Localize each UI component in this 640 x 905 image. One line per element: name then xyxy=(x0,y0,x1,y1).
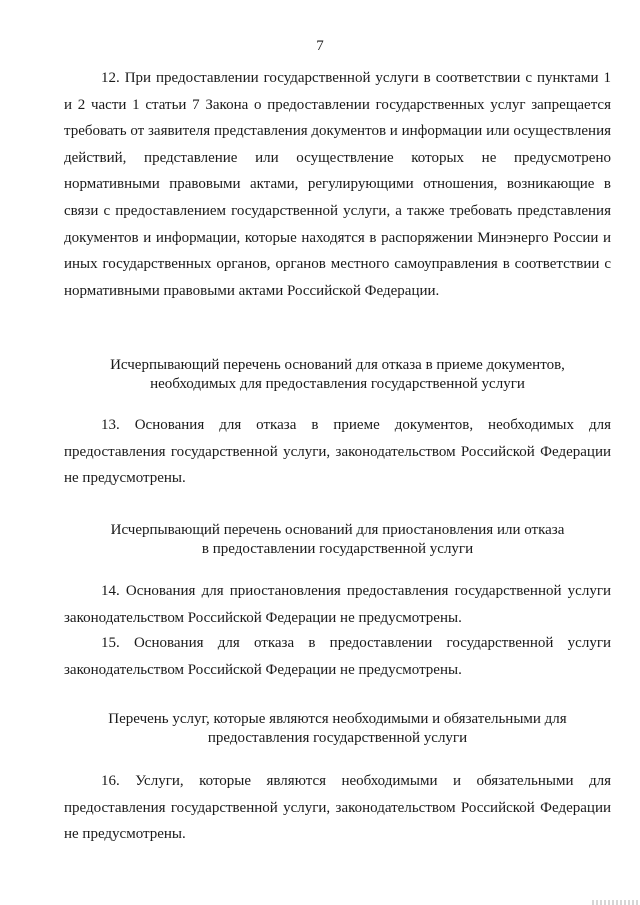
section-heading-suspension-refusal xyxy=(64,521,611,559)
heading-line: Перечень услуг, которые являются необходимыми и обязательными для xyxy=(108,711,567,727)
page-number: 7 xyxy=(316,38,324,54)
paragraph-16: 16. Услуги, которые являются необходимыми и обязательными для предоставления государственной услуги, законодательством Российской Федерации не предусмотрены. xyxy=(64,773,611,843)
paragraph-14: 14. Основания для приостановления предоставления государственной услуги законодательством Российской Федерации не предусмотрены. xyxy=(64,583,611,626)
heading-line: предоставления государственной услуги xyxy=(207,730,468,746)
heading-line: Исчерпывающий перечень оснований для приостановления или отказа xyxy=(110,522,565,538)
heading-line: в предоставлении государственной услуги xyxy=(201,541,474,557)
heading-line: Исчерпывающий перечень оснований для отказа в приеме документов, xyxy=(110,357,565,373)
paragraph-12: 12. При предоставлении государственной услуги в соответствии с пунктами 1 и 2 части 1 статьи 7 Закона о предоставлении государственных услуг запрещается требовать от заявителя представления документов и информации или осуществления действий, представление или осуществление которых не предусмотрено нормативными правовыми актами, регулирующими отношения, возникающие в связи с предоставлением государственной услуги, а также требовать представления документов и информации, которые находятся в распоряжении Минэнерго России и иных государственных органов, органов местного самоуправления в соответствии с нормативными правовыми актами Российской Федерации. xyxy=(64,70,611,299)
heading-line: необходимых для предоставления государственной услуги xyxy=(150,376,525,392)
section-heading-required-services xyxy=(64,710,611,748)
scan-artifact-mark xyxy=(592,900,638,905)
paragraph-13: 13. Основания для отказа в приеме документов, необходимых для предоставления государственной услуги, законодательством Российской Федерации не предусмотрены. xyxy=(64,417,611,487)
section-heading-refusal-acceptance xyxy=(64,356,611,394)
paragraph-15: 15. Основания для отказа в предоставлении государственной услуги законодательством Российской Федерации не предусмотрены. xyxy=(64,635,611,678)
